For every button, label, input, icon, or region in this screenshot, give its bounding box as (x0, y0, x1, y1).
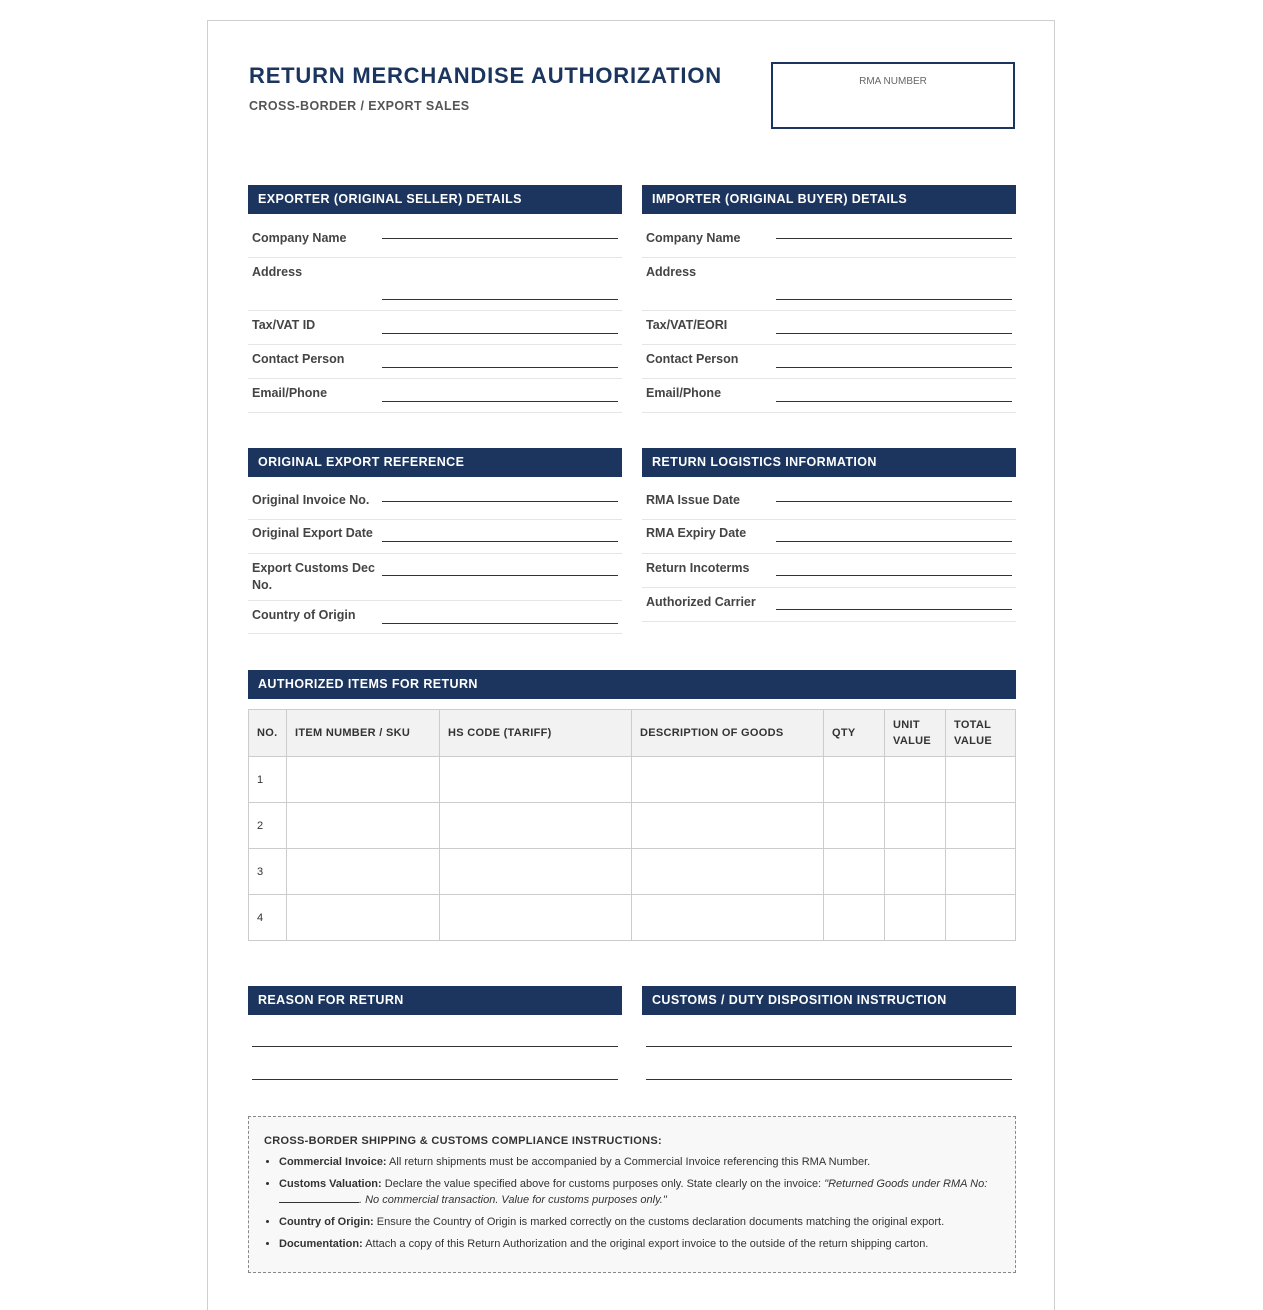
exporter-contact-row (248, 345, 622, 379)
original-export-date-row (248, 520, 622, 554)
column-header: UNIT VALUE (885, 710, 946, 757)
field-label: Tax/VAT/EORI (646, 318, 728, 332)
reason-line-1[interactable] (252, 1046, 618, 1047)
field-label: RMA Issue Date (646, 493, 741, 507)
customs-section (642, 986, 1016, 1015)
list-item (279, 1236, 1019, 1252)
logistics-section-header: RETURN LOGISTICS INFORMATION (642, 448, 1016, 477)
rma-issue-date-row (642, 477, 1016, 520)
reason-line-2[interactable] (252, 1079, 618, 1080)
items-section (248, 670, 1016, 699)
instruction-label: Commercial Invoice: (279, 1156, 387, 1168)
export-reference-section (248, 448, 622, 634)
field-label: Return Incoterms (646, 561, 750, 575)
hs-code-cell[interactable] (440, 895, 632, 941)
column-header: HS CODE (TARIFF) (440, 710, 632, 757)
authorized-carrier-row (642, 588, 1016, 622)
importer-contact-person-field[interactable] (776, 351, 1012, 368)
authorized-carrier-field[interactable] (776, 594, 1012, 610)
row-number: 3 (249, 849, 287, 895)
items-table-header-row (249, 710, 1016, 757)
importer-tax-row (642, 311, 1016, 345)
row-number: 4 (249, 895, 287, 941)
country-of-origin-row (248, 601, 622, 634)
field-label: Export Customs Dec No. (252, 561, 375, 592)
exporter-company-name-field[interactable] (382, 230, 618, 239)
list-item (279, 1176, 1019, 1208)
field-label: Company Name (252, 231, 347, 245)
rma-issue-date-field[interactable] (776, 492, 1012, 502)
exporter-address-field[interactable] (382, 264, 618, 300)
hs-code-cell[interactable] (440, 757, 632, 803)
original-invoice-field[interactable] (382, 492, 618, 502)
unit-value-cell[interactable] (885, 849, 946, 895)
items-section-header: AUTHORIZED ITEMS FOR RETURN (248, 670, 1016, 699)
item-sku-cell[interactable] (287, 895, 440, 941)
original-export-date-field[interactable] (382, 525, 618, 542)
item-sku-cell[interactable] (287, 757, 440, 803)
importer-address-field[interactable] (776, 264, 1012, 300)
field-label: Address (252, 265, 303, 279)
table-row (249, 757, 1016, 803)
exporter-section (248, 185, 622, 413)
country-of-origin-field[interactable] (382, 607, 618, 624)
row-number: 1 (249, 757, 287, 803)
unit-value-cell[interactable] (885, 803, 946, 849)
importer-tax-vat-eori-field[interactable] (776, 317, 1012, 334)
importer-company-row (642, 214, 1016, 258)
qty-cell[interactable] (824, 849, 885, 895)
item-sku-cell[interactable] (287, 849, 440, 895)
importer-section (642, 185, 1016, 413)
original-invoice-row (248, 477, 622, 520)
unit-value-cell[interactable] (885, 757, 946, 803)
field-label: Tax/VAT ID (252, 318, 316, 332)
hs-code-cell[interactable] (440, 803, 632, 849)
unit-value-cell[interactable] (885, 895, 946, 941)
column-header: DESCRIPTION OF GOODS (632, 710, 824, 757)
total-value-cell[interactable] (946, 895, 1016, 941)
exporter-contact-person-field[interactable] (382, 351, 618, 368)
form-subtitle: CROSS-BORDER / EXPORT SALES (249, 99, 470, 113)
item-sku-cell[interactable] (287, 803, 440, 849)
rma-expiry-date-field[interactable] (776, 525, 1012, 542)
field-label: Authorized Carrier (646, 595, 756, 609)
instruction-label: Country of Origin: (279, 1216, 374, 1228)
column-header: QTY (824, 710, 885, 757)
table-row (249, 849, 1016, 895)
description-cell[interactable] (632, 803, 824, 849)
list-item (279, 1154, 1019, 1170)
export-reference-section-header: ORIGINAL EXPORT REFERENCE (248, 448, 622, 477)
reason-section-header: REASON FOR RETURN (248, 986, 622, 1015)
customs-line-1[interactable] (646, 1046, 1012, 1047)
column-header: TOTAL VALUE (946, 710, 1016, 757)
importer-email-phone-field[interactable] (776, 385, 1012, 402)
instruction-label: Customs Valuation: (279, 1178, 382, 1190)
exporter-tax-row (248, 311, 622, 345)
reason-section (248, 986, 622, 1015)
field-label: Contact Person (252, 352, 345, 366)
return-incoterms-row (642, 554, 1016, 588)
total-value-cell[interactable] (946, 803, 1016, 849)
importer-contact-row (642, 345, 1016, 379)
instructions-list (264, 1154, 1019, 1258)
rma-expiry-date-row (642, 520, 1016, 554)
rma-form-page (207, 20, 1055, 1310)
description-cell[interactable] (632, 757, 824, 803)
rma-number-box[interactable] (771, 62, 1015, 129)
compliance-instructions-box (248, 1116, 1016, 1273)
importer-address-row (642, 258, 1016, 311)
qty-cell[interactable] (824, 803, 885, 849)
field-label: Email/Phone (646, 386, 722, 400)
customs-line-2[interactable] (646, 1079, 1012, 1080)
form-title: RETURN MERCHANDISE AUTHORIZATION (249, 63, 722, 88)
logistics-section (642, 448, 1016, 622)
exporter-email-phone-field[interactable] (382, 385, 618, 402)
column-header: ITEM NUMBER / SKU (287, 710, 440, 757)
instruction-quote-end: . No commercial transaction. Value for customs purposes only." (359, 1194, 667, 1206)
column-header: NO. (249, 710, 287, 757)
export-customs-dec-field[interactable] (382, 560, 618, 576)
items-table (248, 709, 1016, 941)
instruction-label: Documentation: (279, 1238, 363, 1250)
instructions-title: CROSS-BORDER SHIPPING & CUSTOMS COMPLIANCE INSTRUCTIONS: (264, 1135, 662, 1147)
rma-number-blank[interactable] (279, 1192, 359, 1203)
field-label: Company Name (646, 231, 741, 245)
total-value-cell[interactable] (946, 849, 1016, 895)
exporter-company-row (248, 214, 622, 258)
return-incoterms-field[interactable] (776, 560, 1012, 576)
table-row (249, 895, 1016, 941)
importer-company-name-field[interactable] (776, 230, 1012, 239)
row-number: 2 (249, 803, 287, 849)
export-customs-dec-row (248, 554, 622, 601)
description-cell[interactable] (632, 895, 824, 941)
qty-cell[interactable] (824, 757, 885, 803)
exporter-address-row (248, 258, 622, 311)
exporter-email-row (248, 379, 622, 413)
qty-cell[interactable] (824, 895, 885, 941)
total-value-cell[interactable] (946, 757, 1016, 803)
field-label: Original Invoice No. (252, 493, 370, 507)
field-label: Country of Origin (252, 608, 356, 622)
instruction-text: Attach a copy of this Return Authorization and the original export invoice to the outside of the return shipping carton. (365, 1238, 929, 1250)
list-item (279, 1214, 1019, 1230)
description-cell[interactable] (632, 849, 824, 895)
field-label: RMA Expiry Date (646, 526, 747, 540)
table-row (249, 803, 1016, 849)
field-label: Original Export Date (252, 526, 373, 540)
field-label: Email/Phone (252, 386, 328, 400)
exporter-section-header: EXPORTER (ORIGINAL SELLER) DETAILS (248, 185, 622, 214)
hs-code-cell[interactable] (440, 849, 632, 895)
importer-section-header: IMPORTER (ORIGINAL BUYER) DETAILS (642, 185, 1016, 214)
exporter-tax-id-field[interactable] (382, 317, 618, 334)
field-label: Address (646, 265, 697, 279)
customs-section-header: CUSTOMS / DUTY DISPOSITION INSTRUCTION (642, 986, 1016, 1015)
instruction-text: All return shipments must be accompanied by a Commercial Invoice referencing this RMA Number. (389, 1156, 871, 1168)
instruction-quote-start: "Returned Goods under RMA No: (824, 1178, 988, 1190)
instruction-text: Declare the value specified above for customs purposes only. State clearly on the invoice: (384, 1178, 822, 1190)
rma-number-label: RMA NUMBER (859, 76, 927, 87)
importer-email-row (642, 379, 1016, 413)
field-label: Contact Person (646, 352, 739, 366)
instruction-text: Ensure the Country of Origin is marked correctly on the customs declaration documents matching the original export. (376, 1216, 945, 1228)
